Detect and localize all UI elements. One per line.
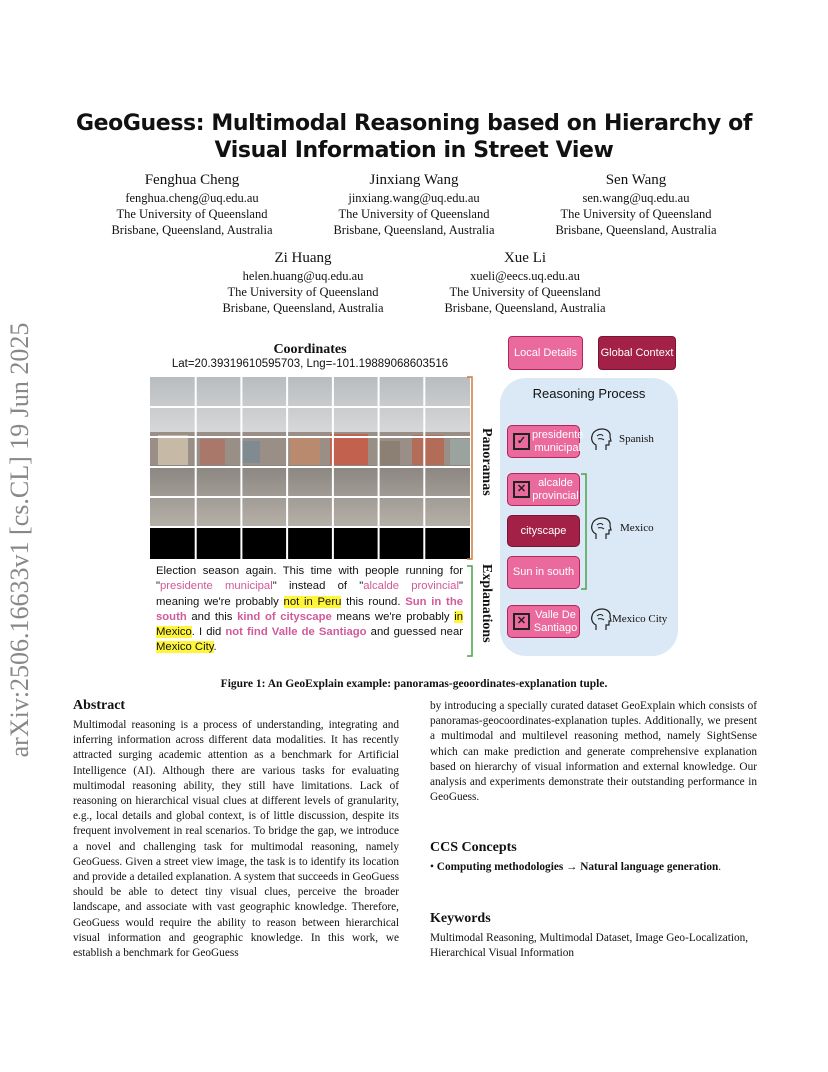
inference-label: Spanish xyxy=(619,433,654,445)
author-location: Brisbane, Queensland, Australia xyxy=(222,301,384,315)
author-location: Brisbane, Queensland, Australia xyxy=(333,223,495,237)
clue-card xyxy=(507,556,580,589)
arrow-icon: → xyxy=(563,861,581,873)
paper-title: GeoGuess: Multimodal Reasoning based on Hierarchy of Visual Information in Street View xyxy=(75,111,752,163)
local-details-label: Local Details xyxy=(508,336,583,370)
checkbox-crossed-icon: ✕ xyxy=(513,481,530,498)
author-email: helen.huang@uq.edu.au xyxy=(242,269,364,283)
brain-head-icon xyxy=(590,428,612,452)
explanation-segment: " instead of " xyxy=(272,580,364,593)
author-email: xueli@eecs.uq.edu.au xyxy=(470,269,580,283)
clue-group-bracket xyxy=(580,473,590,591)
explanation-segment: means we're probably xyxy=(331,610,455,623)
figure-caption: Figure 1: An GeoExplain example: panoramas-geoordinates-explanation tuple. xyxy=(220,678,608,690)
figure-brackets xyxy=(466,376,478,658)
author-affiliation: The University of Queensland xyxy=(338,207,490,221)
inference-label: Mexico City xyxy=(612,613,668,625)
brain-head-icon xyxy=(590,608,612,632)
clue-card xyxy=(507,473,580,506)
explanations-label: Explanations xyxy=(479,564,494,643)
clue-highlight: presidente municipal xyxy=(160,580,273,593)
author-block xyxy=(299,170,529,238)
abstract-heading: Abstract xyxy=(73,698,126,713)
author-affiliation: The University of Queensland xyxy=(227,285,379,299)
clue-highlight: kind of cityscape xyxy=(237,610,332,623)
global-context-label: Global Context xyxy=(598,336,676,370)
clue-card xyxy=(507,515,580,547)
clue-label: cityscape xyxy=(520,524,567,537)
author-email: fenghua.cheng@uq.edu.au xyxy=(125,191,259,205)
author-block xyxy=(521,170,751,238)
explanation-segment: this round. xyxy=(341,595,406,608)
author-name: Fenghua Cheng xyxy=(144,172,240,188)
reasoning-process-title: Reasoning Process xyxy=(532,386,646,401)
explanation-segment: . I did xyxy=(191,626,226,639)
author-location: Brisbane, Queensland, Australia xyxy=(111,223,273,237)
author-block xyxy=(77,170,307,238)
bullet: • xyxy=(430,861,437,873)
explanation-segment: " meaning we're probably xyxy=(156,580,463,608)
inference-highlight: Mexico City xyxy=(156,641,214,654)
author-location: Brisbane, Queensland, Australia xyxy=(444,301,606,315)
keywords-text: Multimodal Reasoning, Multimodal Dataset, Image Geo-Localization, Hierarchical Visual Information xyxy=(430,932,749,960)
clue-card xyxy=(507,605,580,638)
ccs-heading: CCS Concepts xyxy=(430,840,517,855)
author-affiliation: The University of Queensland xyxy=(449,285,601,299)
clue-highlight: alcalde provincial xyxy=(363,580,459,593)
abstract-text-continued: by introducing a specially curated dataset GeoExplain which consists of panoramas-geocoordinates-explanation tuples. Additionally, we present a multimodal and multilevel reasoning method, namely SightSense which can make prediction and generate comprehensive explanation based on hierarchy of visual information and external knowledge. Our analysis and experiments demonstrate their outstanding performance in GeoGuess. xyxy=(430,700,757,804)
clue-highlight: Sun in the south xyxy=(156,595,463,623)
explanation-segment: Election season again. This time with people running for " xyxy=(156,565,463,593)
panoramas-label: Panoramas xyxy=(479,428,494,496)
ccs-concepts xyxy=(430,860,770,875)
panorama-image xyxy=(150,377,470,559)
author-location: Brisbane, Queensland, Australia xyxy=(555,223,717,237)
author-name: Xue Li xyxy=(503,250,547,266)
inference-label: Mexico xyxy=(620,522,654,534)
inference-highlight: not in Peru xyxy=(283,595,342,608)
arxiv-sidebar-stamp: arXiv:2506.16633v1 [cs.CL] 19 Jun 2025 xyxy=(5,322,34,758)
brain-head-icon xyxy=(590,517,612,541)
ccs-subconcept: Natural language generation xyxy=(580,861,719,873)
author-email: sen.wang@uq.edu.au xyxy=(582,191,690,205)
author-name: Zi Huang xyxy=(274,250,332,266)
clue-highlight: not find Valle de Santiago xyxy=(225,626,367,639)
clue-card xyxy=(507,425,584,458)
clue-label: presidente municipal xyxy=(532,428,584,454)
clue-label: Sun in south xyxy=(512,566,575,578)
coordinates-heading: Coordinates xyxy=(273,342,347,357)
author-email: jinxiang.wang@uq.edu.au xyxy=(348,191,480,205)
clue-label: alcalde provincial xyxy=(532,476,579,502)
clue-label: Valle De Santiago xyxy=(533,608,578,634)
ccs-concept: Computing methodologies xyxy=(436,861,564,873)
explanation-text xyxy=(156,564,463,656)
author-affiliation: The University of Queensland xyxy=(560,207,712,221)
checkbox-checked-icon: ✓ xyxy=(513,433,530,450)
coordinates-value: Lat=20.39319610595703, Lng=-101.19889068603516 xyxy=(171,358,449,370)
abstract-text: Multimodal reasoning is a process of understanding, integrating and inferring information across different data modalities. It has recently attracted surging academic attention as a benchmark for Artificial Intelligence (AI). Although there are various tasks for evaluating multimodal reasoning ability, they still have limitations. Lack of reasoning on hierarchical visual clues at different levels of granularity, e.g., local details and global context, is of little discussion, despite its frequent involvement in real scenarios. To bridge the gap, we introduce a novel and challenging task for multimodal reasoning, namely GeoGuess. Given a street view image, the task is to identify its location and provide a detailed explanation. A system that succeeds in GeoGuess should be able to detect tiny visual clues, perceive the broader landscape, and associate with vast geographic knowledge. Therefore, GeoGuess would require the ability to reason between hierarchical visual information and geographic knowledge. In this work, we establish a benchmark for GeoGuess xyxy=(73,719,399,960)
explanation-segment: . xyxy=(213,641,217,654)
author-name: Sen Wang xyxy=(605,172,667,188)
author-block xyxy=(188,248,418,316)
author-name: Jinxiang Wang xyxy=(369,172,459,188)
author-block xyxy=(410,248,640,316)
explanation-segment: and guessed near xyxy=(366,626,463,639)
inference-highlight: in Mexico xyxy=(156,610,463,639)
period: . xyxy=(718,861,722,873)
panorama-image-grid xyxy=(150,377,470,559)
checkbox-crossed-icon: ✕ xyxy=(513,613,530,630)
author-affiliation: The University of Queensland xyxy=(116,207,268,221)
explanation-segment: and this xyxy=(186,610,238,623)
keywords-heading: Keywords xyxy=(430,911,491,926)
